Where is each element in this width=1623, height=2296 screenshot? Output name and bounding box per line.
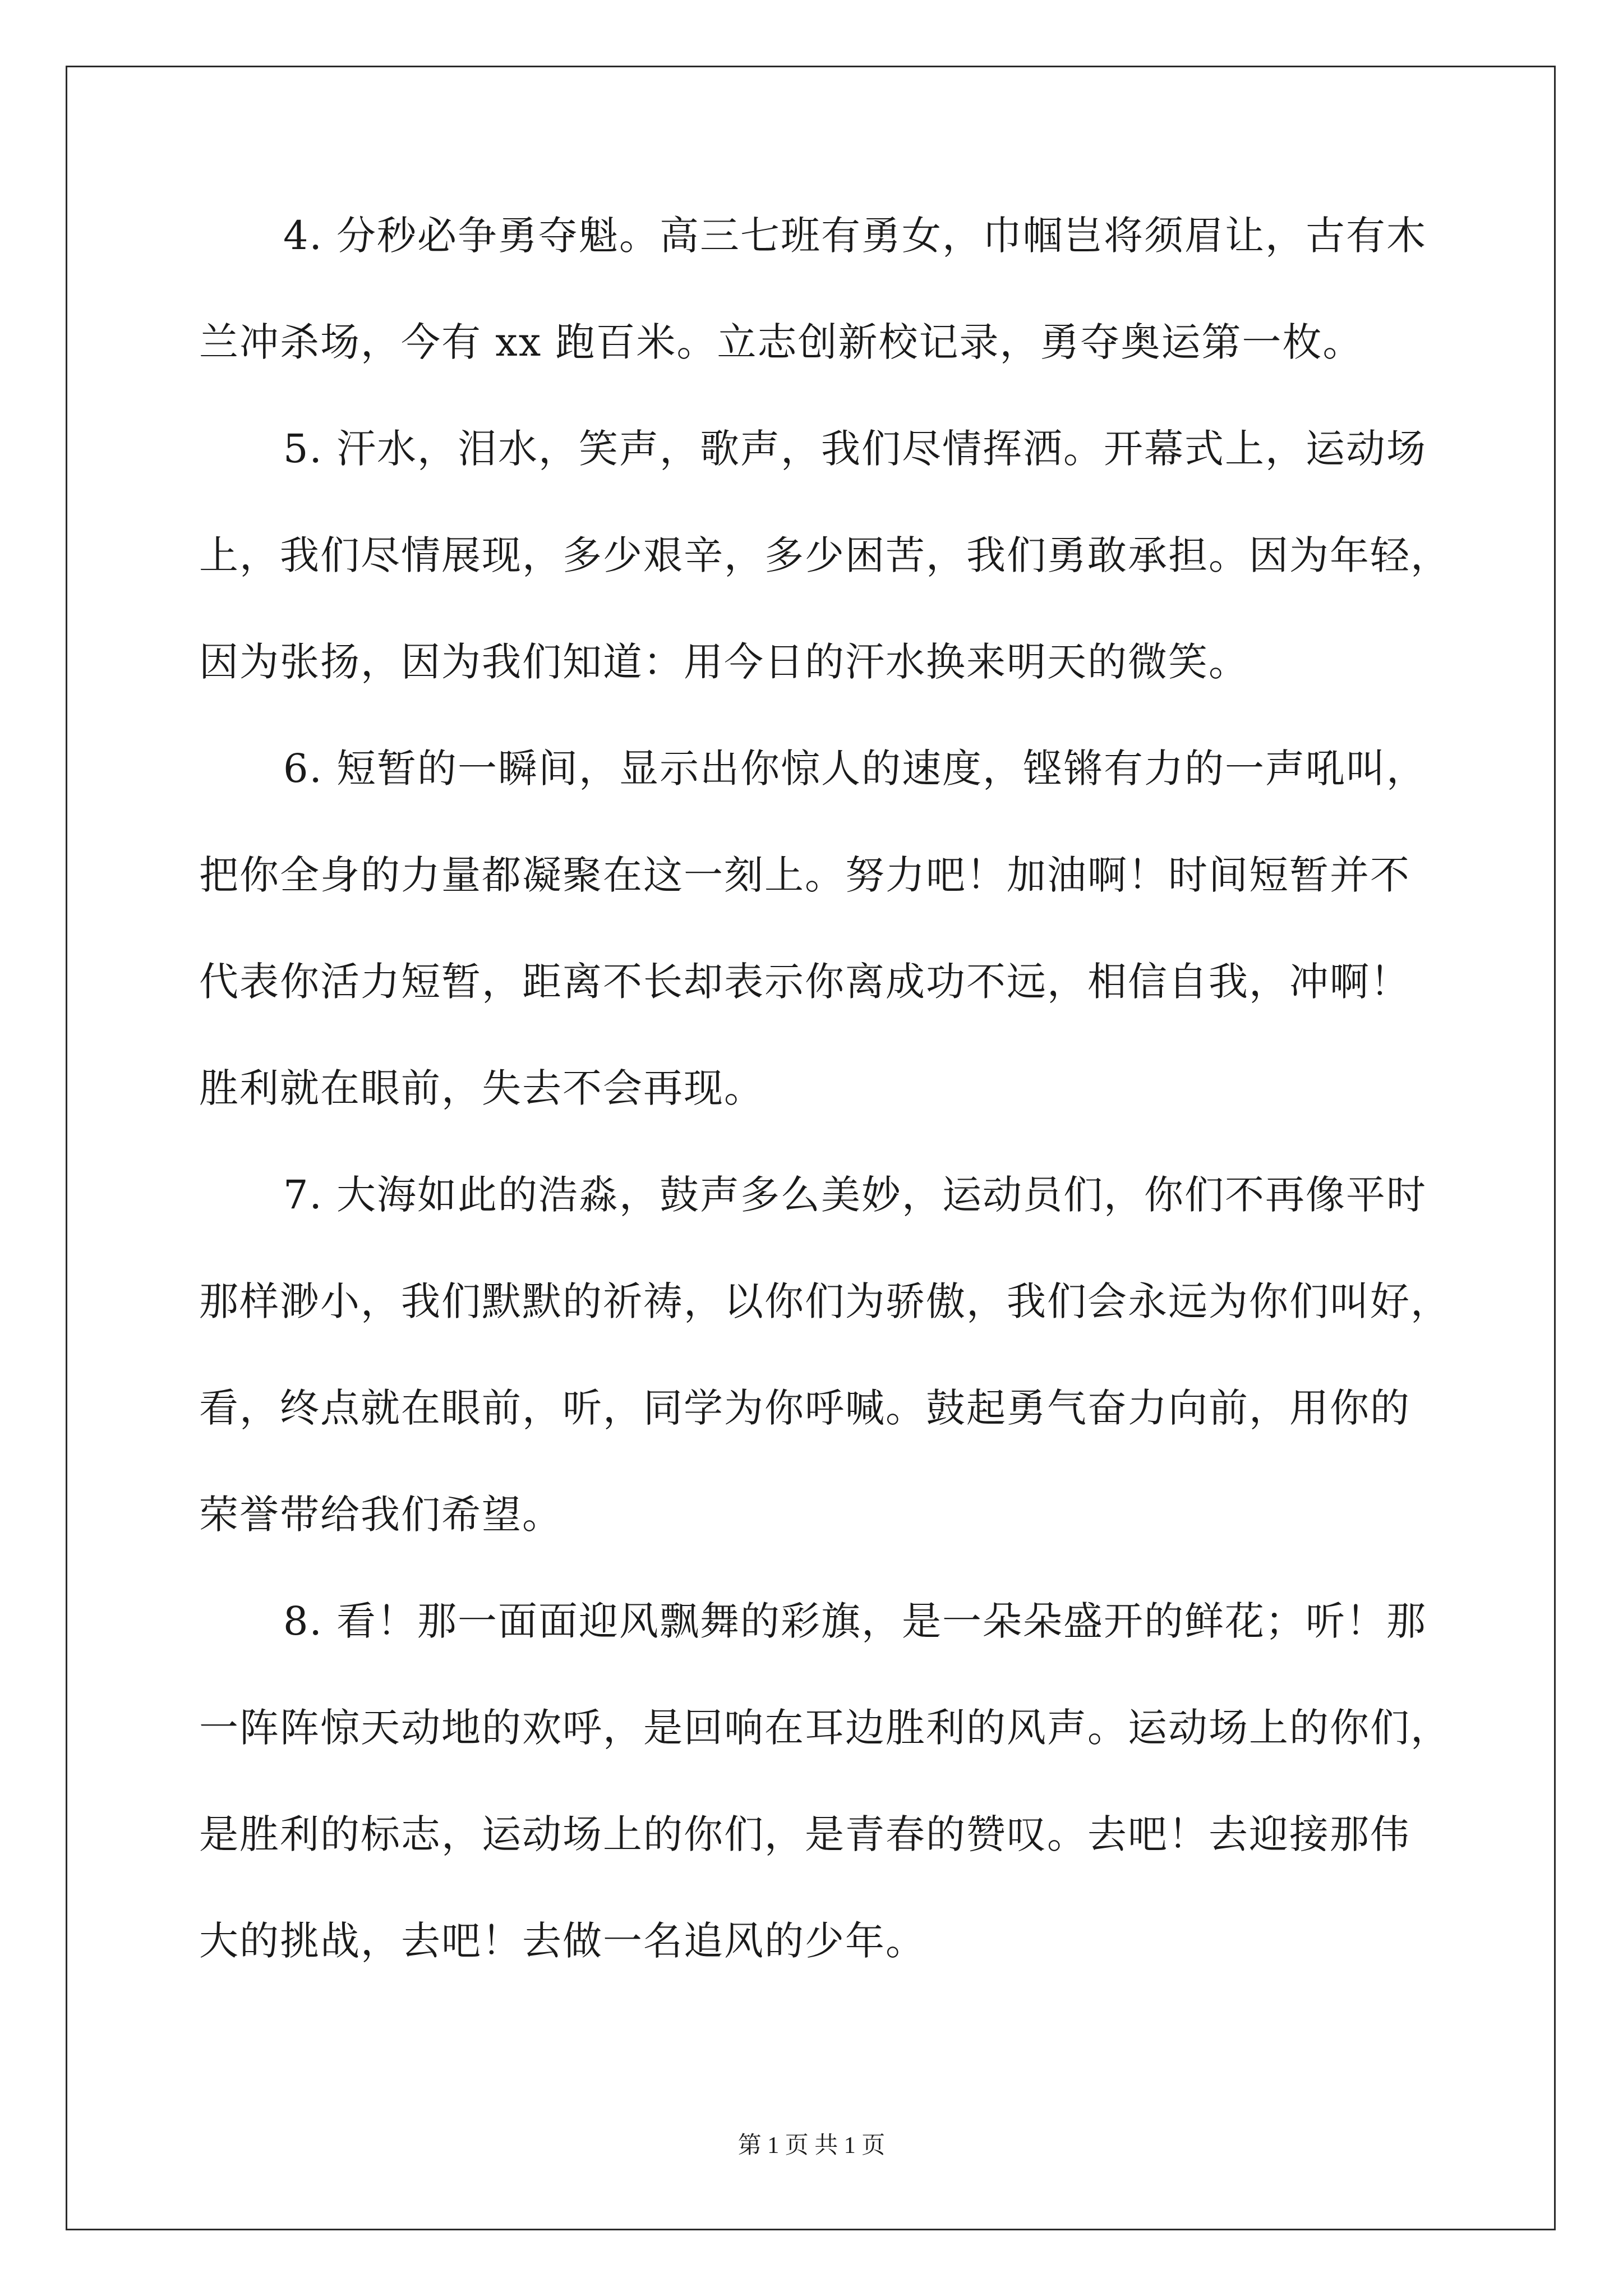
paragraph-line: 胜利就在眼前，失去不会再现。 — [199, 1065, 764, 1111]
paragraph-line: 一阵阵惊天动地的欢呼，是回响在耳边胜利的风声。运动场上的你们， — [199, 1705, 1451, 1751]
paragraph-line: 代表你活力短暂，距离不长却表示你离成功不远，相信自我，冲啊！ — [199, 959, 1410, 1005]
paragraph-line: 把你全身的力量都凝聚在这一刻上。努力吧！加油啊！时间短暂并不 — [199, 852, 1410, 898]
paragraph-line: 那样渺小，我们默默的祈祷，以你们为骄傲，我们会永远为你们叫好， — [199, 1278, 1451, 1324]
paragraph-line: 看，终点就在眼前，听，同学为你呼喊。鼓起勇气奋力向前，用你的 — [199, 1385, 1410, 1431]
paragraph-line: 兰冲杀场，今有 xx 跑百米。立志创新校记录，勇夺奥运第一枚。 — [199, 319, 1363, 365]
paragraph-line: 7. 大海如此的浩淼，鼓声多么美妙，运动员们，你们不再像平时 — [283, 1172, 1427, 1218]
paragraph-line: 大的挑战，去吧！去做一名追风的少年。 — [199, 1918, 926, 1964]
paragraph-7 — [199, 1172, 1455, 1538]
document-body — [199, 213, 1455, 2028]
paragraph-line: 因为张扬，因为我们知道：用今日的汗水换来明天的微笑。 — [199, 639, 1249, 685]
paragraph-line: 5. 汗水，泪水，笑声，歌声，我们尽情挥洒。开幕式上，运动场 — [283, 426, 1427, 472]
paragraph-8 — [199, 1598, 1455, 1964]
paragraph-line: 4. 分秒必争勇夺魁。高三七班有勇女，巾帼岂将须眉让，古有木 — [283, 213, 1427, 259]
paragraph-line: 荣誉带给我们希望。 — [199, 1492, 562, 1538]
page-footer — [0, 2132, 1623, 2160]
paragraph-6 — [199, 746, 1455, 1111]
paragraph-4 — [199, 213, 1455, 365]
paragraph-5 — [199, 426, 1455, 685]
page-number-text: 第 1 页 共 1 页 — [737, 2133, 886, 2159]
paragraph-line: 是胜利的标志，运动场上的你们，是青春的赞叹。去吧！去迎接那伟 — [199, 1811, 1410, 1857]
paragraph-line: 8. 看！那一面面迎风飘舞的彩旗，是一朵朵盛开的鲜花；听！那 — [283, 1598, 1427, 1644]
paragraph-line: 上，我们尽情展现，多少艰辛，多少困苦，我们勇敢承担。因为年轻， — [199, 532, 1451, 578]
paragraph-line: 6. 短暂的一瞬间，显示出你惊人的速度，铿锵有力的一声吼叫， — [283, 746, 1427, 792]
